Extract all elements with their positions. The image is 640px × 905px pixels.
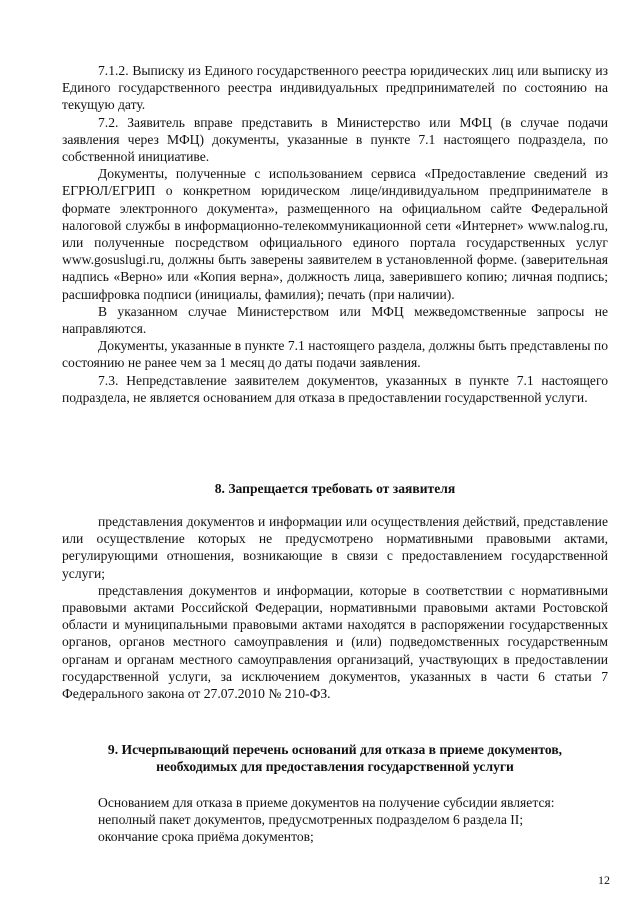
paragraph-7-3: 7.3. Непредставление заявителем документов, указанных в пункте 7.1 настоящего подраздела, не является основанием для отказа в предоставлении государственной услуги.	[62, 372, 608, 405]
paragraph-9-2: неполный пакет документов, предусмотренных подразделом 6 раздела II;	[98, 812, 524, 828]
paragraph-9-3: окончание срока приёма документов;	[98, 829, 314, 845]
paragraph-8-2: представления документов и информации, которые в соответствии с нормативными правовыми актами Российской Федерации, нормативными правовыми актами Ростовской области и муниципальными правовыми актами находятся в распоряжении государственных органов, органов местного самоуправления и (или) подведомственных государственным органам и органам местного самоуправления организаций, участвующих в предоставлении государственной услуги, за исключением документов, указанных в части 6 статьи 7 Федерального закона от 27.07.2010 № 210-ФЗ.	[62, 582, 608, 702]
paragraph-documents-received: Документы, полученные с использованием сервиса «Предоставление сведений из ЕГРЮЛ/ЕГРИП о конкретном юридическом лице/индивидуальном предпринимателе в формате электронного документа», размещенного на официальном сайте Федеральной налоговой службы в информационно-телекоммуникационной сети «Интернет» www.nalog.ru, или полученные посредством официального единого портала государственных услуг www.gosuslugi.ru, должны быть заверены заявителем в установленной форме. (заверительная надпись «Верно» или «Копия верна», должность лица, заверившего копию; личная подпись; расшифровка подписи (инициалы, фамилия); печать (при наличии).	[62, 166, 608, 302]
paragraph-no-requests: В указанном случае Министерством или МФЦ межведомственные запросы не направляются.	[62, 303, 608, 337]
section-8-heading: 8. Запрещается требовать от заявителя	[214, 481, 456, 496]
section-9-heading-line-2: необходимых для предоставления государственной услуги	[156, 759, 514, 775]
paragraph-7-1-2: 7.1.2. Выписку из Единого государственного реестра юридических лиц или выписку из Единого государственного реестра индивидуальных предпринимателей по состоянию на текущую дату.	[62, 63, 608, 113]
paragraph-7-2: 7.2. Заявитель вправе представить в Министерство или МФЦ (в случае подачи заявления через МФЦ) документы, указанные в пункте 7.1 настоящего подраздела, по собственной инициативе.	[62, 114, 608, 165]
paragraph-9-1: Основанием для отказа в приеме документов на получение субсидии является:	[98, 795, 555, 810]
page-number: 12	[598, 873, 610, 887]
section-9-heading-line-1: 9. Исчерпывающий перечень оснований для отказа в приеме документов,	[107, 742, 563, 757]
section-7-continuation	[62, 62, 608, 406]
section-9-heading	[62, 741, 608, 775]
paragraph-8-1: представления документов и информации или осуществления действий, представление или осуществление которых не предусмотрено нормативными правовыми актами, регулирующими отношения, возникающие в связи с предоставлением государственной услуги;	[62, 514, 608, 581]
paragraph-documents-date: Документы, указанные в пункте 7.1 настоящего раздела, должны быть представлены по состоянию не ранее чем за 1 месяц до даты подачи заявления.	[62, 338, 608, 371]
section-9-body	[62, 794, 608, 846]
section-8-body	[62, 513, 608, 702]
